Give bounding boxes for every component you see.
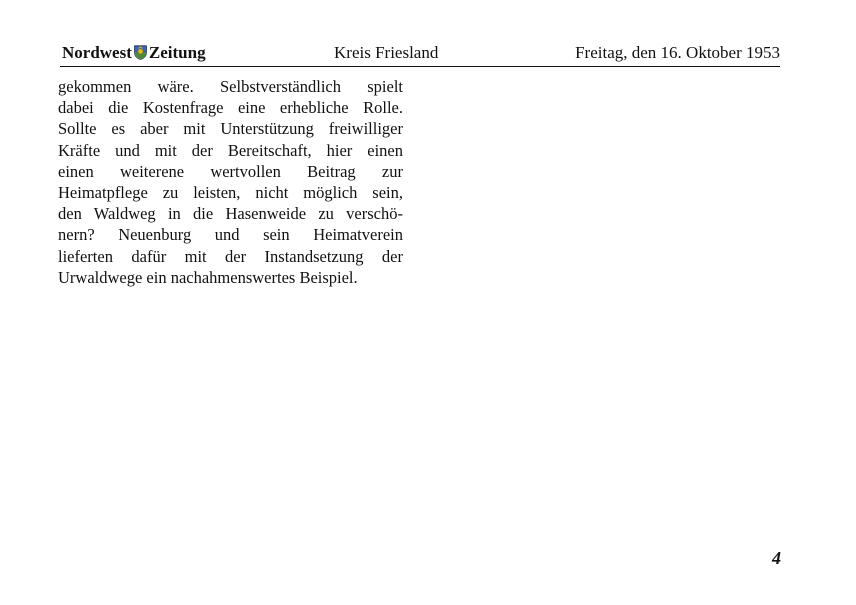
page-number: 4	[772, 548, 781, 568]
coat-of-arms-icon	[134, 45, 147, 60]
masthead-right: Zeitung	[148, 43, 206, 62]
article-line: einen weiterene wertvollen Beitrag zur	[58, 161, 403, 181]
masthead-left: Nordwest	[62, 43, 132, 62]
masthead	[62, 43, 206, 63]
newspaper-header	[60, 42, 780, 67]
article-line: gekommen wäre. Selbstverständlich spielt	[58, 77, 403, 96]
issue-date: Freitag, den 16. Oktober 1953	[575, 43, 780, 62]
region-label: Kreis Friesland	[334, 43, 439, 62]
article-line: Heimatpflege zu leisten, nicht möglich sein,	[58, 182, 403, 202]
article-line: dabei die Kostenfrage eine erhebliche Rolle.	[58, 98, 403, 118]
article-line: lieferten dafür mit der Instandsetzung der	[58, 246, 403, 266]
article-line: Sollte es aber mit Unterstützung freiwilliger	[58, 119, 403, 139]
article-text	[58, 76, 403, 288]
article-line: den Waldweg in die Hasenweide zu verschö-	[58, 204, 403, 224]
article-line: nern? Neuenburg und sein Heimatverein	[58, 225, 403, 245]
article-line: Urwaldwege ein nachahmenswertes Beispiel.	[58, 267, 358, 287]
article-line: Kräfte und mit der Bereitschaft, hier einen	[58, 140, 403, 160]
